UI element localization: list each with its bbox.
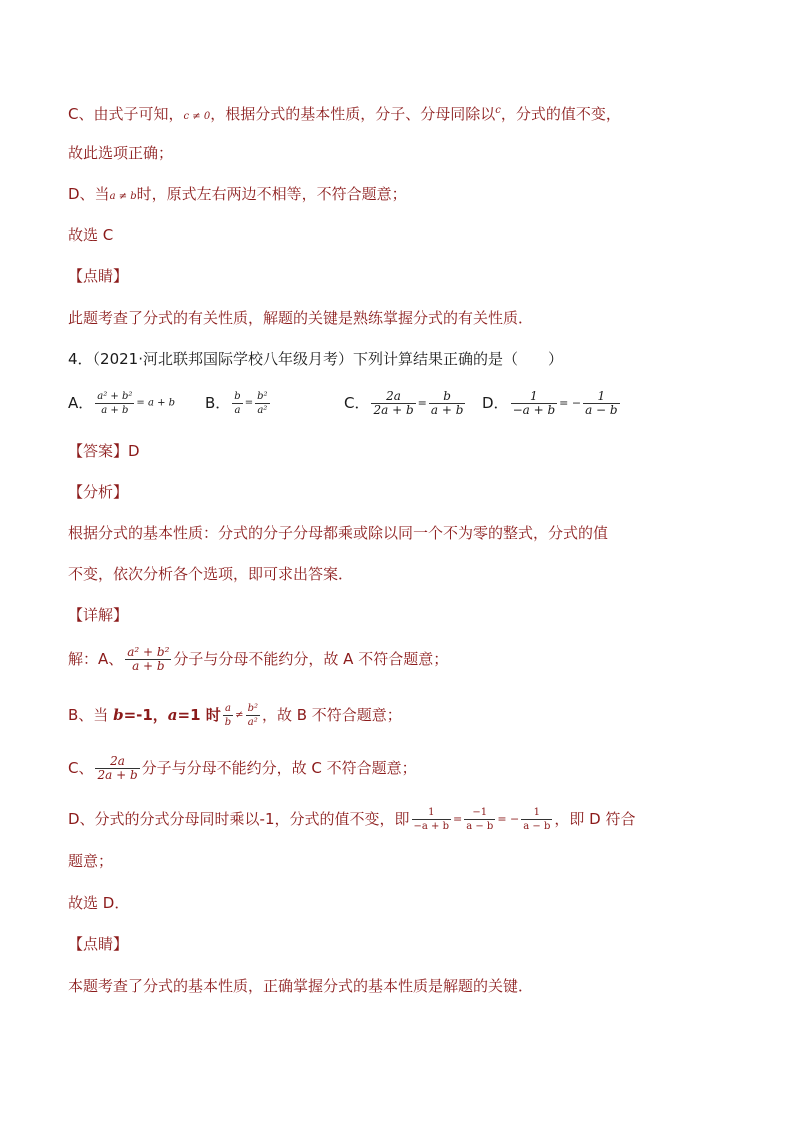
fraction-numerator: −1	[464, 806, 495, 820]
fraction-numerator: b	[234, 391, 241, 402]
fraction	[521, 806, 552, 833]
detail-c-prefix: C、	[68, 759, 94, 777]
fraction-numerator: 1	[511, 390, 558, 404]
fraction-numerator: 1	[583, 390, 620, 404]
variable-c: c	[495, 105, 501, 116]
detail-d-minus: = −	[497, 812, 520, 826]
detail-c-suffix: 分子与分母不能约分，故 C 不符合题意；	[141, 759, 417, 777]
fraction	[246, 702, 260, 729]
fraction-numerator: 2a	[371, 390, 415, 404]
paragraph-d-prefix: D、当	[68, 185, 110, 203]
option-c: C． $\frac{2a}{2a + b}$ = $\frac{b}{a + b}$	[344, 389, 464, 417]
fraction-denominator: −a + b	[413, 821, 449, 832]
fraction	[125, 646, 171, 673]
option-b-label: B．	[205, 394, 231, 412]
question-4	[68, 348, 563, 370]
analysis-line-1: 根据分式的基本性质：分式的分子分母都乘或除以同一个不为零的整式，分式的值	[68, 524, 609, 542]
fraction-numerator: a² + b²	[97, 391, 133, 402]
option-d-label: D．	[482, 394, 509, 412]
option-d	[482, 390, 622, 417]
fraction	[232, 390, 242, 417]
fraction	[464, 806, 495, 833]
fraction-numerator: a² + b²	[127, 645, 170, 659]
fraction-numerator: b²	[247, 703, 258, 714]
option-a	[68, 390, 175, 417]
fraction-denominator: a	[234, 405, 241, 416]
choose-d: 故选 D．	[68, 894, 130, 912]
paragraph-d-suffix: 时，原式左右两边不相等，不符合题意；	[136, 185, 407, 203]
value-b: =-1，	[123, 706, 168, 724]
detail-d: D、分式的分式分母同时乘以-1，分式的值不变，即 $\frac{1}{-a + b}$ = $\frac{-1}{a - b}$ = − $\frac{1}{a - b}$ ，即 D 符合	[68, 807, 636, 832]
paragraph-c-line2: 故此选项正确；	[68, 144, 174, 162]
fraction	[95, 390, 134, 417]
fraction-denominator: a + b	[430, 403, 464, 417]
fraction	[371, 390, 415, 417]
detail-a	[68, 646, 448, 673]
option-d-minus: = −	[559, 396, 582, 410]
fraction	[511, 390, 558, 417]
option-b: B． $\frac{b}{a}$ = $\frac{\text{b²}}{\text{a²}}$	[205, 391, 268, 416]
fraction-denominator: a + b	[101, 405, 129, 416]
fraction-numerator: b²	[257, 391, 268, 402]
choose-c: 故选 C	[68, 226, 114, 244]
fraction	[583, 390, 620, 417]
question-number: 4．	[68, 350, 93, 368]
analysis-header: 【分析】	[68, 483, 129, 501]
detail-header: 【详解】	[68, 606, 129, 624]
value-a: =1 时	[177, 706, 221, 724]
paragraph-d	[68, 183, 407, 208]
variable-b: b	[113, 706, 124, 724]
fraction-numerator: 2a	[95, 755, 139, 769]
fraction-numerator: 1	[412, 806, 451, 820]
detail-b-prefix: B、当	[68, 706, 114, 724]
detail-b-suffix: ，故 B 不符合题意；	[261, 706, 402, 724]
fraction	[429, 390, 466, 417]
question-source: （2021·河北联邦国际学校八年级月考）	[92, 350, 353, 368]
fraction-denominator: 2a + b	[97, 768, 138, 782]
detail-a-suffix: 分子与分母不能约分，故 A 不符合题意；	[173, 650, 449, 668]
fraction-denominator: a − b	[466, 821, 494, 832]
fraction-denominator: a − b	[523, 821, 551, 832]
fraction-denominator: −a + b	[512, 403, 556, 417]
detail-b: B、当 b=-1，a=1 时 $\frac{a}{b}$ ≠ $\frac{\text{b²}}{\text{a²}}$ ，故 B 不符合题意；	[68, 703, 402, 728]
variable-a: a	[167, 706, 178, 724]
fraction	[223, 702, 233, 729]
fraction	[95, 755, 139, 782]
fraction-denominator: a²	[257, 405, 268, 416]
fraction-denominator: a²	[247, 717, 258, 728]
answer-line: 【答案】D	[68, 442, 140, 460]
detail-d-line2: 题意；	[68, 852, 114, 870]
paragraph-c-prefix: C、由式子可知，	[68, 105, 184, 123]
fraction	[255, 390, 269, 417]
detail-d-prefix: D、分式的分式分母同时乘以-1，分式的值不变，即	[68, 810, 410, 828]
analysis-line-2: 不变，依次分析各个选项，即可求出答案．	[68, 565, 354, 583]
paragraph-c-line1	[68, 100, 621, 128]
detail-a-prefix: 解：A、	[68, 650, 124, 668]
fraction-numerator: b	[429, 390, 466, 404]
condition-c-nonzero: c ≠ 0	[183, 111, 211, 122]
fraction-denominator: a − b	[585, 403, 618, 417]
fraction-denominator: 2a + b	[373, 403, 414, 417]
dianjing-text-1: 此题考查了分式的有关性质，解题的关键是熟练掌握分式的有关性质．	[68, 309, 534, 327]
dianjing-text-2: 本题考查了分式的基本性质，正确掌握分式的基本性质是解题的关键．	[68, 977, 534, 995]
option-c-label: C．	[344, 394, 370, 412]
detail-d-suffix: ，即 D 符合	[554, 810, 636, 828]
question-stem: 下列计算结果正确的是（ ）	[353, 350, 564, 368]
condition-a-neq-b: a ≠ b	[109, 191, 137, 202]
fraction-denominator: b	[224, 717, 232, 728]
fraction-numerator: a	[223, 702, 233, 716]
option-a-label: A．	[68, 394, 94, 412]
dianjing-header-2: 【点睛】	[68, 935, 129, 953]
fraction-numerator: 1	[521, 806, 552, 820]
dianjing-header-1: 【点睛】	[68, 267, 129, 285]
detail-c	[68, 755, 417, 782]
fraction-denominator: a + b	[132, 659, 165, 673]
fraction	[412, 806, 451, 833]
option-a-rhs: = a + b	[136, 397, 176, 409]
paragraph-c-suffix: ，分式的值不变，	[500, 105, 621, 123]
paragraph-c-mid: ，根据分式的基本性质，分子、分母同除以	[210, 105, 496, 123]
